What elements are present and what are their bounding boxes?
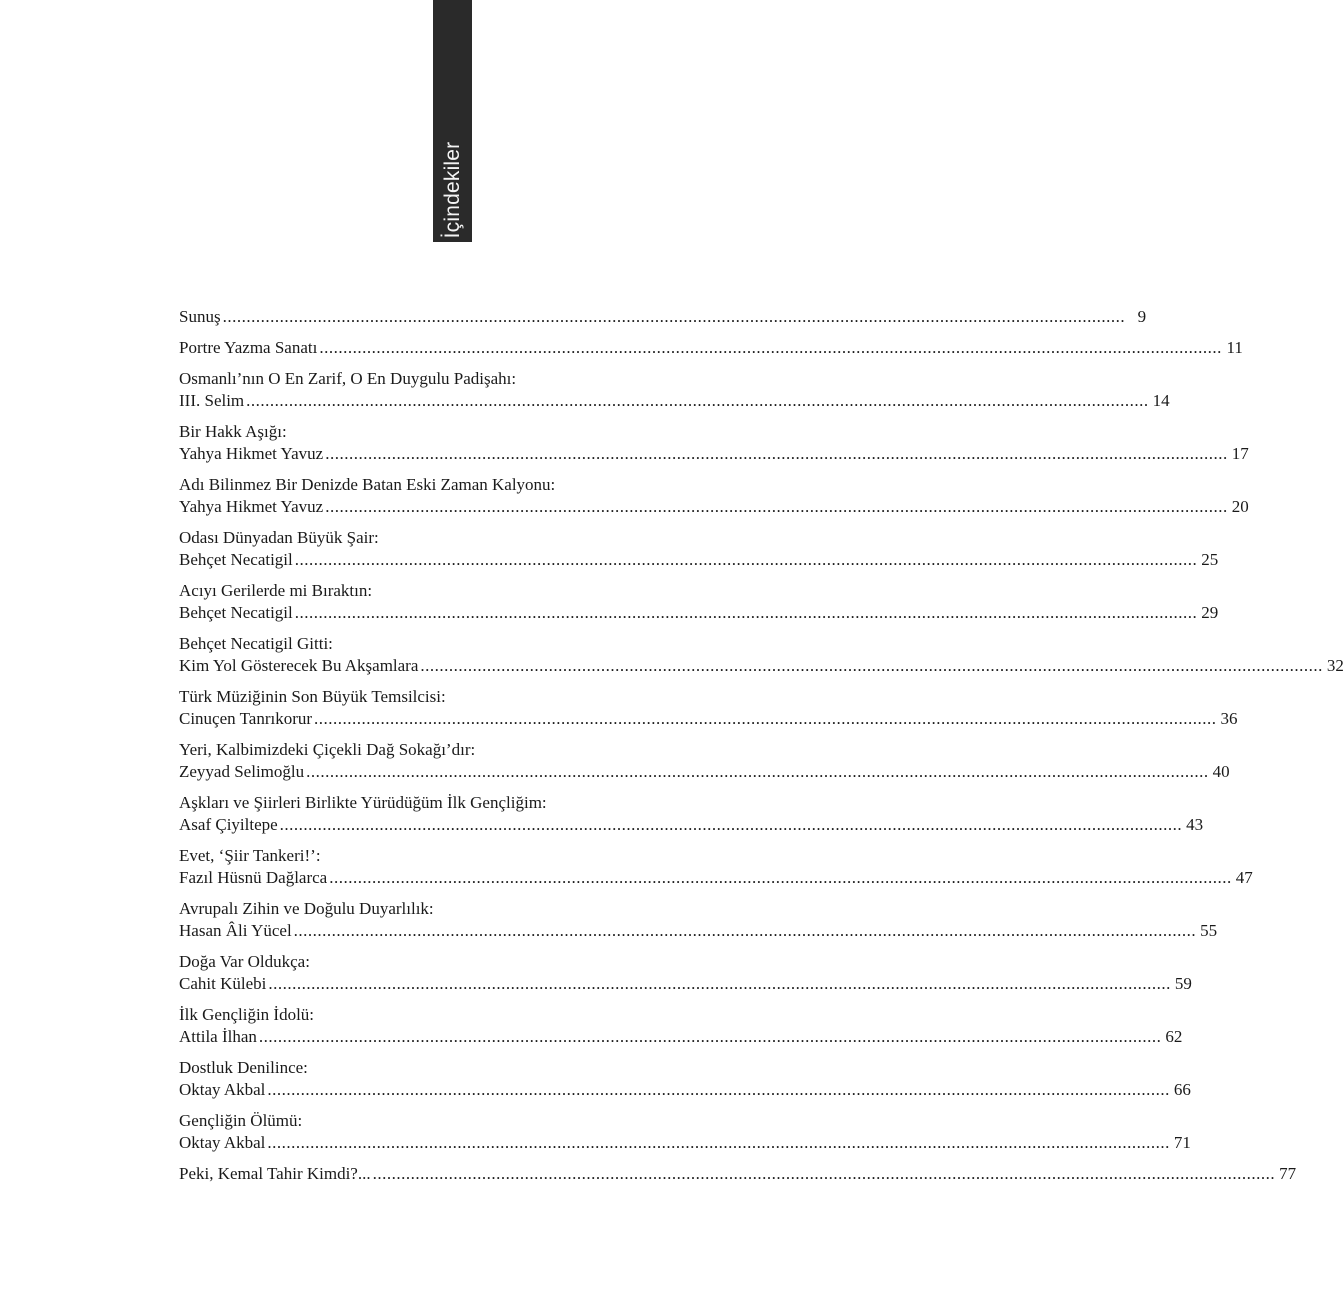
toc-page-number: 40: [1212, 761, 1230, 781]
toc-entry-author: Behçet Necatigil: [179, 549, 293, 569]
toc-page-number: 11: [1226, 338, 1243, 357]
toc-entry-author: Hasan Âli Yücel: [179, 920, 292, 940]
dot-leader: ..............................................................................................................................................................................................: [325, 496, 1228, 516]
toc-entry[interactable]: [179, 1110, 1191, 1163]
toc-entry[interactable]: [179, 1004, 1183, 1057]
toc-entry-line: [179, 1079, 1191, 1101]
dot-leader: ..............................................................................................................................................................................................: [372, 1164, 1276, 1183]
toc-entry[interactable]: [179, 633, 1344, 686]
toc-entry-heading: Bir Hakk Aşığı:: [179, 422, 287, 441]
toc-entry-author: Yahya Hikmet Yavuz: [179, 443, 324, 463]
toc-entry-line: [179, 496, 1249, 518]
toc-page-number: 17: [1231, 443, 1249, 463]
toc-page-number: 20: [1231, 496, 1249, 516]
toc-entry[interactable]: [179, 527, 1219, 580]
toc-entry-line: [179, 708, 1238, 730]
toc-entry-heading: Acıyı Gerilerde mi Bıraktın:: [179, 581, 373, 600]
toc-entry[interactable]: [179, 792, 1204, 845]
toc-entry-line: [179, 602, 1219, 624]
dot-leader: ..............................................................................................................................................................................................: [325, 443, 1228, 463]
toc-entry-author: Kim Yol Gösterecek Bu Akşamlara: [179, 655, 419, 675]
toc-page-number: 47: [1235, 867, 1253, 887]
toc-entry-line: [179, 814, 1204, 836]
toc-entry-line: [179, 867, 1253, 889]
toc-entry-line: [179, 1026, 1183, 1048]
dot-leader: ..............................................................................................................................................................................................: [294, 602, 1198, 622]
toc-page-number: 9: [1137, 307, 1147, 326]
toc-entry-line: [179, 1132, 1191, 1154]
toc-entry-heading: Türk Müziğinin Son Büyük Temsilcisi:: [179, 687, 446, 706]
toc-page-number: 66: [1173, 1079, 1191, 1099]
toc-entry[interactable]: [179, 337, 1243, 368]
toc-entry-line: [179, 655, 1344, 677]
toc-page-number: 32: [1326, 655, 1344, 675]
toc-page-number: 14: [1152, 390, 1170, 410]
table-of-contents: [179, 306, 1344, 1194]
toc-entry-author: Cahit Külebi: [179, 973, 267, 993]
toc-entry-heading: Evet, ‘Şiir Tankeri!’:: [179, 846, 321, 865]
toc-page-number: 77: [1279, 1164, 1297, 1183]
toc-entry-author: III. Selim: [179, 390, 245, 410]
toc-entry-heading: Doğa Var Oldukça:: [179, 952, 310, 971]
toc-page-number: 43: [1186, 814, 1204, 834]
toc-entry-author: Cinuçen Tanrıkorur: [179, 708, 313, 728]
toc-entry-author: Behçet Necatigil: [179, 602, 293, 622]
dot-leader: ..............................................................................................................................................................................................: [329, 867, 1232, 887]
dot-leader: ..............................................................................................................................................................................................: [246, 390, 1149, 410]
toc-entry[interactable]: [179, 686, 1238, 739]
dot-leader: ..............................................................................................................................................................................................: [258, 1026, 1162, 1046]
toc-entry[interactable]: [179, 845, 1253, 898]
toc-entry-author: Fazıl Hüsnü Dağlarca: [179, 867, 328, 887]
toc-entry[interactable]: [179, 1163, 1297, 1194]
toc-entry-line: [179, 549, 1219, 571]
toc-entry-line: [179, 920, 1218, 942]
toc-entry[interactable]: [179, 474, 1249, 527]
dot-leader: ..............................................................................................................................................................................................: [294, 549, 1198, 569]
toc-entry-author: Yahya Hikmet Yavuz: [179, 496, 324, 516]
toc-entry-heading: Gençliğin Ölümü:: [179, 1111, 303, 1130]
toc-page-number: 25: [1201, 549, 1219, 569]
toc-entry[interactable]: [179, 1057, 1191, 1110]
toc-entry-line: [179, 337, 1243, 359]
toc-entry[interactable]: [179, 580, 1219, 633]
dot-leader: ..............................................................................................................................................................................................: [319, 338, 1222, 357]
toc-entry-heading: Adı Bilinmez Bir Denizde Batan Eski Zaman Kalyonu:: [179, 475, 556, 494]
toc-entry-title: Peki, Kemal Tahir Kimdi?...: [179, 1164, 371, 1183]
toc-entry-heading: Behçet Necatigil Gitti:: [179, 634, 333, 653]
dot-leader: ..............................................................................................................................................................................................: [268, 973, 1171, 993]
toc-entry-author: Oktay Akbal: [179, 1132, 266, 1152]
toc-entry-title: Portre Yazma Sanatı: [179, 338, 318, 357]
toc-entry[interactable]: [179, 421, 1249, 474]
toc-entry[interactable]: [179, 951, 1192, 1004]
toc-entry-line: [179, 761, 1230, 783]
toc-entry-title: Sunuş: [179, 307, 221, 326]
section-tab-label: İçindekiler: [441, 141, 464, 239]
toc-entry-line: [179, 306, 1147, 328]
toc-page-number: 36: [1220, 708, 1238, 728]
dot-leader: ..............................................................................................................................................................................................: [279, 814, 1183, 834]
section-tab: [433, 0, 472, 242]
dot-leader: ..............................................................................................................................................................................................: [306, 761, 1209, 781]
toc-entry-heading: Odası Dünyadan Büyük Şair:: [179, 528, 379, 547]
toc-entry-line: [179, 390, 1170, 412]
toc-entry-author: Attila İlhan: [179, 1026, 257, 1046]
dot-leader: ..............................................................................................................................................................................................: [267, 1132, 1170, 1152]
toc-entry-heading: Aşkları ve Şiirleri Birlikte Yürüdüğüm İlk Gençliğim:: [179, 793, 547, 812]
toc-entry-heading: Avrupalı Zihin ve Doğulu Duyarlılık:: [179, 899, 434, 918]
toc-page-number: 55: [1200, 920, 1218, 940]
toc-page-number: 62: [1165, 1026, 1183, 1046]
toc-page-number: 29: [1201, 602, 1219, 622]
toc-entry-heading: Osmanlı’nın O En Zarif, O En Duygulu Padişahı:: [179, 369, 517, 388]
toc-entry[interactable]: [179, 368, 1170, 421]
toc-entry-line: [179, 443, 1249, 465]
toc-entry-heading: İlk Gençliğin İdolü:: [179, 1005, 315, 1024]
dot-leader: ..............................................................................................................................................................................................: [314, 708, 1217, 728]
toc-entry-line: [179, 1163, 1297, 1185]
toc-entry[interactable]: [179, 739, 1230, 792]
dot-leader: ..............................................................................................................................................................................................: [267, 1079, 1170, 1099]
dot-leader: ..............................................................................................................................................................................................: [222, 307, 1126, 326]
toc-entry-heading: Dostluk Denilince:: [179, 1058, 308, 1077]
toc-entry-line: [179, 973, 1192, 995]
toc-entry-heading: Yeri, Kalbimizdeki Çiçekli Dağ Sokağı’dır:: [179, 740, 476, 759]
toc-entry-author: Oktay Akbal: [179, 1079, 266, 1099]
toc-entry-author: Zeyyad Selimoğlu: [179, 761, 305, 781]
toc-entry[interactable]: [179, 306, 1147, 337]
dot-leader: ..............................................................................................................................................................................................: [293, 920, 1197, 940]
toc-page-number: 71: [1173, 1132, 1191, 1152]
toc-page-number: 59: [1174, 973, 1192, 993]
toc-entry[interactable]: [179, 898, 1218, 951]
toc-entry-author: Asaf Çiyiltepe: [179, 814, 278, 834]
dot-leader: ..............................................................................................................................................................................................: [420, 655, 1323, 675]
